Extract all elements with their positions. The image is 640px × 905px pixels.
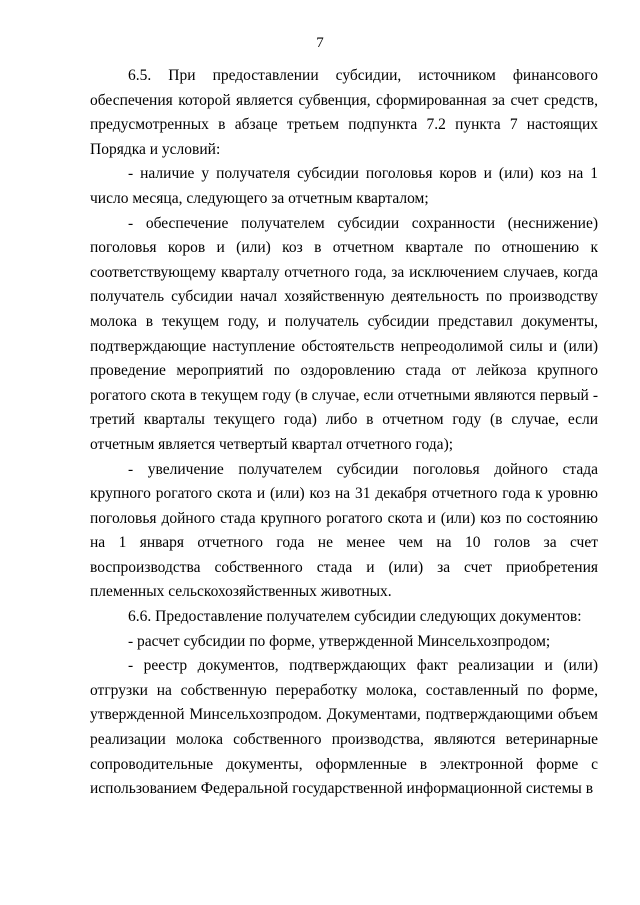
paragraph-subsidy-calculation: - расчет субсидии по форме, утвержденной Минсельхозпродом; (128, 632, 551, 650)
page-number: 7 (316, 35, 324, 51)
paragraph-herd-increase: - увеличение получателем субсидии поголовья дойного стада крупного рогатого скота и (или) коз на 31 декабря отчетного года к уровню поголовья дойного стада крупного рогатого скота и (или) коз по состоянию на 1 января отчетного года не менее чем на 10 голов за счет воспроизводства собственного стада и (или) за счет приобретения племенных сельскохозяйственных животных. (90, 460, 598, 601)
paragraph-livestock-preservation: - обеспечение получателем субсидии сохранности (неснижение) поголовья коров и (или) коз в отчетном квартале по отношению к соответствующему кварталу отчетного года, за исключением случаев, когда получатель субсидии начал хозяйственную деятельность по производству молока в текущем году, и получатель субсидии представил документы, подтверждающие наступление обстоятельств непреодолимой силы и (или) проведение мероприятий по оздоровлению стада от лейкоза крупного рогатого скота в текущем году (в случае, если отчетными являются первый - третий кварталы текущего года) либо в отчетном году (в случае, если отчетным является четвертый квартал отчетного года); (90, 214, 598, 453)
document-body (90, 64, 598, 802)
paragraph-6-5: 6.5. При предоставлении субсидии, источником финансового обеспечения которой является субвенция, сформированная за счет средств, предусмотренных в абзаце третьем подпункта 7.2 пункта 7 настоящих Порядка и условий: (90, 67, 598, 158)
paragraph-documents-registry: - реестр документов, подтверждающих факт реализации и (или) отгрузки на собственную переработку молока, составленный по форме, утвержденной Минсельхозпродом. Документами, подтверждающими объем реализации молока собственного производства, являются ветеринарные сопроводительные документы, оформленные в электронной форме с использованием Федеральной государственной информационной системы в (90, 657, 598, 798)
paragraph-livestock-presence: - наличие у получателя субсидии поголовья коров и (или) коз на 1 число месяца, следующего за отчетным кварталом; (90, 165, 598, 207)
paragraph-6-6: 6.6. Предоставление получателем субсидии следующих документов: (128, 608, 582, 626)
